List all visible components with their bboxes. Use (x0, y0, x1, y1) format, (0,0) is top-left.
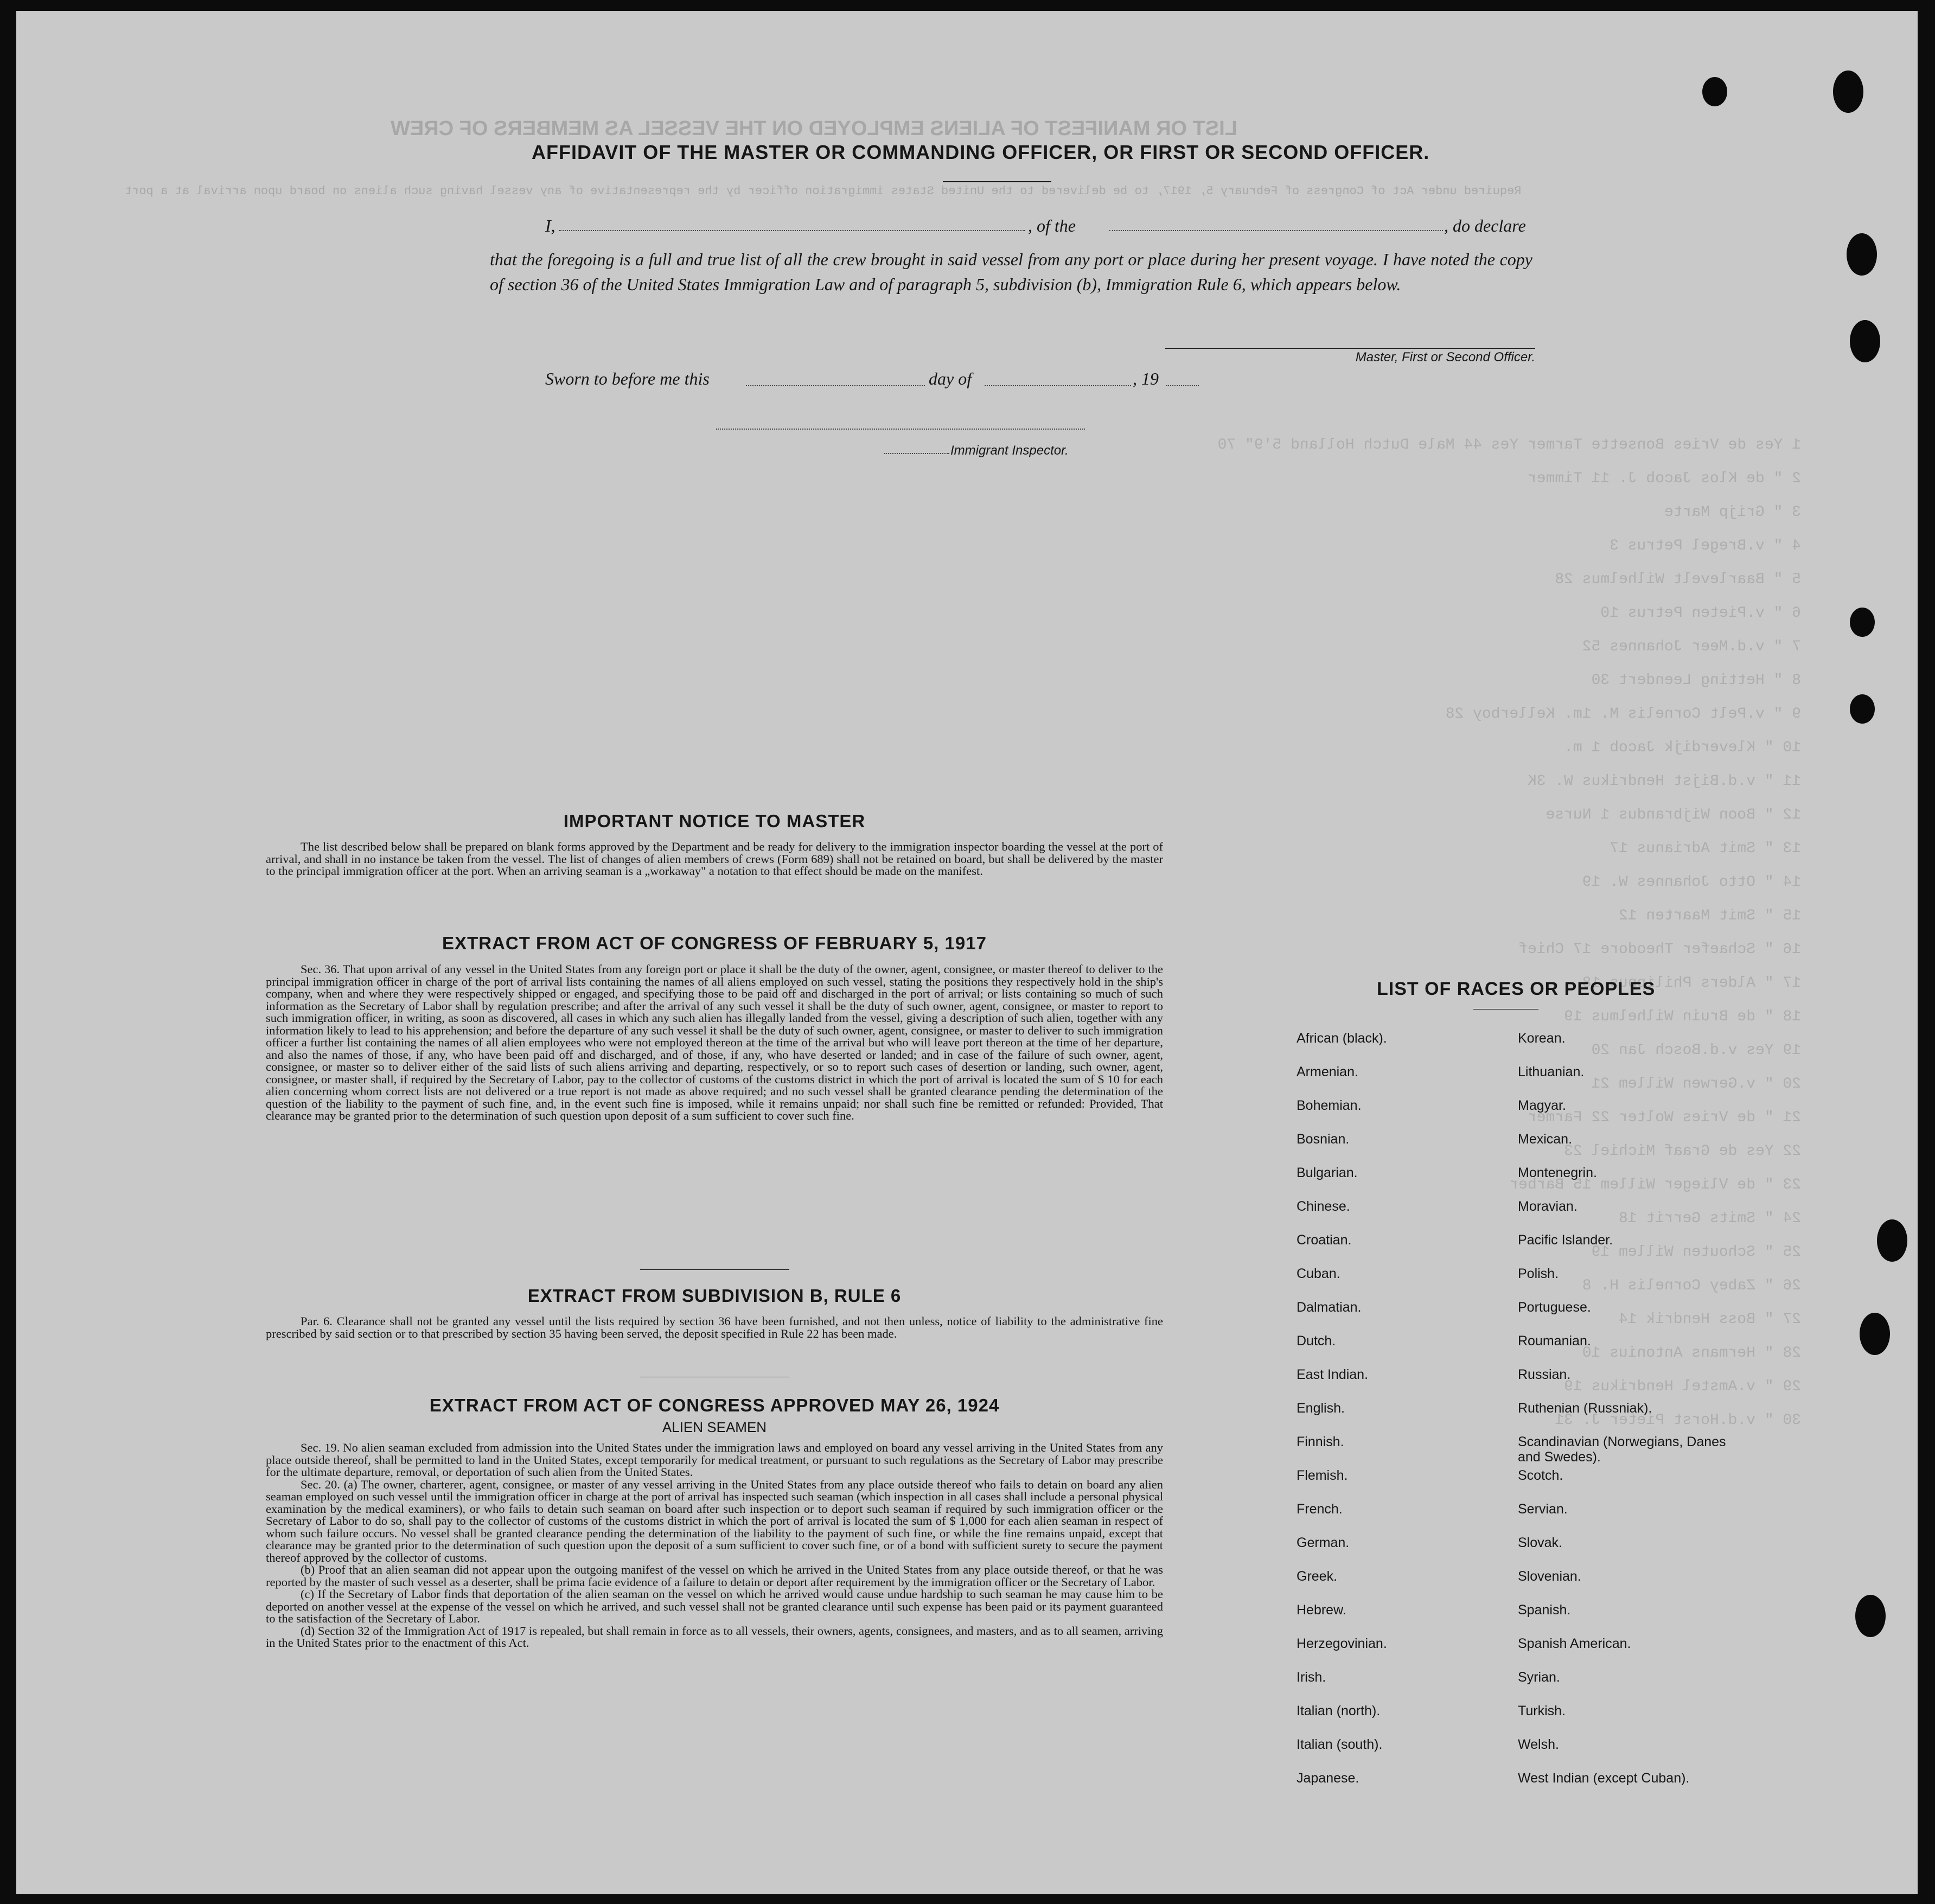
bleed-through-row: 21 " de Vries Wolter 22 Farmer (1527, 1109, 1801, 1126)
race-item: German. (1297, 1535, 1350, 1550)
bleed-through-row: 28 " Hermans Antonius 10 (1582, 1345, 1801, 1362)
race-item: French. (1297, 1502, 1343, 1517)
extract-1924-text (266, 1442, 1163, 1650)
punch-hole (1855, 1595, 1886, 1637)
race-item: Roumanian. (1518, 1333, 1591, 1349)
bleed-through-title: LIST OR MANIFEST OF ALIENS EMPLOYED ON THE VESSEL AS MEMBERS OF CREW (391, 117, 1237, 140)
inspector-signature-field[interactable] (716, 429, 1085, 430)
bleed-through-row: 22 Yes de Graaf Michiel 23 (1564, 1143, 1801, 1160)
race-item: Welsh. (1518, 1737, 1559, 1752)
race-item: Irish. (1297, 1670, 1326, 1685)
race-item: Mexican. (1518, 1132, 1573, 1147)
races-column-1 (1297, 1031, 1387, 1804)
bleed-through-row: 3 " Grijp Marte (1664, 504, 1801, 521)
vessel-field[interactable] (1109, 230, 1443, 231)
race-item: Lithuanian. (1518, 1064, 1585, 1079)
race-item: Dutch. (1297, 1333, 1336, 1349)
punch-hole (1833, 71, 1863, 113)
punch-hole (1702, 77, 1727, 106)
document-page (16, 11, 1918, 1894)
race-item: Polish. (1518, 1266, 1559, 1281)
sworn-date-field[interactable] (746, 385, 925, 386)
race-item: East Indian. (1297, 1367, 1369, 1382)
affidavit-declare-label: , do declare (1444, 216, 1526, 235)
bleed-through-row: 24 " Smits Gerrit 18 (1618, 1210, 1801, 1227)
race-item: Syrian. (1518, 1670, 1560, 1685)
name-field[interactable] (559, 230, 1025, 231)
affidavit-of-the-label: , of the (1028, 216, 1076, 235)
race-item: African (black). (1297, 1031, 1387, 1046)
bleed-through-row: 1 Yes de Vries Bonsette Tarmer Yes 44 Male Dutch Holland 5'9" 70 (1217, 437, 1801, 453)
race-item: Turkish. (1518, 1703, 1566, 1718)
punch-hole (1860, 1313, 1890, 1355)
bleed-through-row: 12 " Boon Wijbrandus 1 Nurse (1546, 807, 1801, 823)
race-item: Ruthenian (Russniak). (1518, 1401, 1652, 1416)
bleed-through-row: 18 " de Bruin Wilhelmus 19 (1564, 1008, 1801, 1025)
race-item: Slovak. (1518, 1535, 1562, 1550)
extract-rule6-heading: EXTRACT FROM SUBDIVISION B, RULE 6 (527, 1286, 902, 1306)
divider (943, 181, 1051, 182)
bleed-through-row: 19 Yes v.d.Bosch Jan 20 (1591, 1042, 1801, 1059)
race-item: Pacific Islander. (1518, 1232, 1613, 1248)
race-item: Moravian. (1518, 1199, 1578, 1214)
race-item: Scotch. (1518, 1468, 1563, 1483)
bleed-through-row: 16 " Schaefer Theodore 17 Chief (1518, 941, 1801, 958)
races-column-2 (1518, 1031, 1735, 1804)
extract-1924-paragraph: Sec. 20. (a) The owner, charterer, agent, consignee, or master of any vessel arriving in the United States from any place outside thereof who fails to detain on board any alien seaman employed on such vessel until the immigration officer in charge at the port of arrival has inspected such seaman (which inspection in all cases shall include a personal physical examination by the medical examiners), or who fails to detain such seaman on board after such inspection or to deport such seaman if required by such immigration officer or the Secretary of Labor to do so, shall pay to the collector of customs of the customs district in which the port of arrival is located the sum of $ 1,000 for each alien seaman in respect of whom such failure occurs. No vessel shall be granted clearance pending the determination of the liability to the payment of such fine, or while the fine remains unpaid, except that clearance may be granted prior to the determination of such question upon the deposit of a sum sufficient to cover such fine, or of a bond with sufficient surety to secure the payment thereof approved by the collector of customs. (266, 1477, 1163, 1564)
bleed-through-row: 11 " v.d.Bijst Hendrikus W. 3K (1527, 773, 1801, 790)
race-item: Croatian. (1297, 1232, 1352, 1248)
bleed-through-row: 14 " Otto Johannes W. 19 (1582, 874, 1801, 891)
affidavit-title: AFFIDAVIT OF THE MASTER OR COMMANDING OFFICER, OR FIRST OR SECOND OFFICER. (532, 141, 1430, 163)
affidavit-i-label: I, (545, 216, 555, 235)
race-item: Hebrew. (1297, 1602, 1346, 1618)
race-item: Italian (north). (1297, 1703, 1381, 1718)
sworn-month-field[interactable] (985, 385, 1131, 386)
affidavit-body: that the foregoing is a full and true list of all the crew brought in said vessel from any port or place during her present voyage. I have noted the copy of section 36 of the United States Immigration Law and of paragraph 5, subdivision (b), Immigration Rule 6, which appears below. (490, 250, 1532, 294)
race-item: Cuban. (1297, 1266, 1340, 1281)
race-item: Bulgarian. (1297, 1165, 1358, 1180)
bleed-through-line: Required under Act of Congress of February 5, 1917, to be delivered to the United States immigration officer by the representative of any vessel having such aliens on board upon arrival at a port (125, 184, 1522, 198)
bleed-through-row: 27 " Boss Hendrik 14 (1618, 1311, 1801, 1328)
bleed-through-row: 7 " v.d.Meer Johannes 52 (1582, 638, 1801, 655)
race-item: Russian. (1518, 1367, 1571, 1382)
bleed-through-row: 25 " Schouten Willem 19 (1591, 1244, 1801, 1261)
bleed-through-row: 20 " v.Gerwen Willem 21 (1591, 1076, 1801, 1092)
extract-1924-subheading: ALIEN SEAMEN (662, 1419, 767, 1435)
bleed-through-row: 5 " Baarlevelt Wilhelmus 28 (1555, 571, 1801, 588)
punch-hole (1850, 320, 1880, 362)
race-item: Chinese. (1297, 1199, 1350, 1214)
extract-1924-paragraph: (b) Proof that an alien seaman did not appear upon the outgoing manifest of the vessel on which he arrived in the United States from any place outside thereof, or that he was reported by the master of such vessel as a deserter, shall be prima facie evidence of a failure to detain or deport after requirement by the immigration officer or the Secretary of Labor. (266, 1563, 1163, 1589)
race-item: Bosnian. (1297, 1132, 1350, 1147)
bleed-through-row: 15 " Smit Maarten 12 (1618, 908, 1801, 924)
notice-text (266, 841, 1163, 878)
race-item: Korean. (1518, 1031, 1566, 1046)
bleed-through-row: 23 " de Vlieger Willem 15 Barber (1509, 1177, 1801, 1193)
race-item: Servian. (1518, 1502, 1568, 1517)
races-heading: LIST OF RACES OR PEOPLES (1377, 979, 1656, 999)
race-item: Japanese. (1297, 1771, 1359, 1786)
notice-paragraph: The list described below shall be prepared on blank forms approved by the Department and be ready for delivery to the immigration inspector boarding the vessel at the port of arrival, and shall in no instance be taken from the vessel. The list of changes of alien members of crews (Form 689) shall not be retained on board, but shall be delivered by the master to the principal immigration officer at the port. When an arriving seaman is a „workaway" a notation to that effect should be made on the manifest. (266, 840, 1163, 878)
divider (640, 1269, 789, 1270)
bleed-through-row: 9 " v.Pelt Cornelis M. 1m. Kellerboy 28 (1445, 706, 1801, 723)
race-item: Spanish. (1518, 1602, 1571, 1618)
extract-1924-paragraph: (c) If the Secretary of Labor finds that deportation of the alien seaman on the vessel on which he arrived would cause undue hardship to such seaman he may cause him to be deported on another vessel at the expense of the vessel on which he arrived, and such vessel shall not be granted clearance until such expense has been paid or its payment guaranteed to the satisfaction of the Secretary of Labor. (266, 1587, 1163, 1625)
extract-1917-heading: EXTRACT FROM ACT OF CONGRESS OF FEBRUARY 5, 1917 (442, 933, 987, 953)
notice-heading: IMPORTANT NOTICE TO MASTER (563, 811, 866, 831)
race-item: Dalmatian. (1297, 1300, 1362, 1315)
bleed-through-row: 17 " Alders Philippus 18 (1582, 975, 1801, 992)
day-of-label: day of (929, 369, 972, 388)
bleed-through-row: 8 " Hetting Leendert 30 (1591, 672, 1801, 689)
extract-1917-paragraph: Sec. 36. That upon arrival of any vessel in the United States from any foreign port or place it shall be the duty of the owner, agent, consignee, or master thereof to deliver to the principal immigration officer in charge of the port of arrival lists containing the names of all aliens employed on such vessel, stating the positions they respectively hold in the ship's company, when and where they were respectively shipped or engaged, and specifying those to be paid off and discharged in the port of arrival; or lists containing so much of such information as the Secretary of Labor shall by regulation prescribe; and after the arrival of any such vessel it shall be the duty of such owner, agent, consignee, or master to report to such immigration officer, in writing, as soon as discovered, all cases in which any such alien has illegally landed from the vessel, giving a description of such alien, together with any information likely to lead to his apprehension; and before the departure of any such vessel it shall be the duty of such owner, agent, consignee, or master to deliver to such immigration officer a further list containing the names of all alien employees who were not employed thereon at the time of the arrival but who will leave port thereon at the time of her departure, and also the names of those, if any, who have been paid off and discharged, and of those, if any, who have deserted or landed; and in case of the failure of such owner, agent, consignee, or master so to deliver either of the said lists of such aliens arriving and departing, respectively, or so to report such cases of desertion or landing, such owner, agent, consignee, or master shall, if required by the Secretary of Labor, pay to the collector of customs of the customs district in which the port of arrival is located the sum of $ 10 for each alien concerning whom correct lists are not delivered or a true report is not made as above required; and no such vessel shall be granted clearance pending the determination of the question of the liability to the payment of such fine, and, in the event such fine is imposed, while it remains unpaid; nor shall such fine be remitted or refunded: Provided, That clearance may be granted prior to the determination of such question upon deposit of a sum sufficient to cover such fine. (266, 962, 1163, 1122)
race-item: Greek. (1297, 1569, 1338, 1584)
inspector-caption: Immigrant Inspector. (950, 443, 1069, 458)
inspector-field[interactable] (884, 453, 949, 454)
bleed-through-row: 2 " de Klos Jacob J. 11 Timmer (1527, 470, 1801, 487)
extract-rule6-paragraph: Par. 6. Clearance shall not be granted any vessel until the lists required by section 36 have been furnished, and not then unless, notice of liability to the administrative fine prescribed by said section or to that prescribed by section 35 having been served, the deposit specified in Rule 22 has been made. (266, 1314, 1163, 1340)
sworn-year-field[interactable] (1166, 385, 1199, 386)
punch-hole (1847, 233, 1877, 276)
signature-caption: Master, First or Second Officer. (1355, 350, 1535, 365)
race-item: Italian (south). (1297, 1737, 1383, 1752)
bleed-through-row: 30 " v.d.Horst Pieter J. 31 (1555, 1412, 1801, 1429)
bleed-through-row: 29 " v.Amstel Hendrikus 19 (1564, 1378, 1801, 1395)
bleed-through-row: 13 " Smit Adrianus 17 (1610, 840, 1801, 857)
race-item: Finnish. (1297, 1434, 1344, 1449)
race-item: Herzegovinian. (1297, 1636, 1387, 1651)
extract-1917-text (266, 963, 1163, 1122)
punch-hole (1850, 608, 1875, 637)
race-item: Magyar. (1518, 1098, 1566, 1113)
year-label: , 19 (1133, 369, 1159, 388)
bleed-through-row: 10 " Kleverdijk Jacob 1 m. (1564, 739, 1801, 756)
bleed-through-row: 6 " v.Pieten Petrus 10 (1600, 605, 1801, 622)
race-item: Spanish American. (1518, 1636, 1631, 1651)
punch-hole (1877, 1219, 1907, 1262)
bleed-through-row: 26 " Zabey Cornelis H. 8 (1582, 1277, 1801, 1294)
extract-1924-paragraph: Sec. 19. No alien seaman excluded from admission into the United States under the immigration laws and employed on board any vessel arriving in the United States from any place outside thereof, shall be permitted to land in the United States, except temporarily for medical treatment, or pursuant to such regulations as the Secretary of Labor may prescribe for the ultimate departure, removal, or deportation of such alien from the United States. (266, 1441, 1163, 1479)
race-item: Armenian. (1297, 1064, 1358, 1079)
race-item: West Indian (except Cuban). (1518, 1771, 1690, 1786)
race-item: Montenegrin. (1518, 1165, 1597, 1180)
race-item: Portuguese. (1518, 1300, 1591, 1315)
signature-line[interactable] (1165, 348, 1535, 349)
race-item: Scandinavian (Norwegians, Danes and Swedes). (1518, 1434, 1726, 1465)
race-item: Slovenian. (1518, 1569, 1581, 1584)
extract-rule6-text (266, 1315, 1163, 1340)
race-item: Bohemian. (1297, 1098, 1362, 1113)
bleed-through-row: 4 " v.Bregel Petrus 3 (1610, 538, 1801, 554)
race-item: English. (1297, 1401, 1345, 1416)
extract-1924-paragraph: (d) Section 32 of the Immigration Act of 1917 is repealed, but shall remain in force as to all vessels, their owners, agents, consignees, and masters, and as to all seamen, arriving in the United States prior to the enactment of this Act. (266, 1624, 1163, 1650)
sworn-label: Sworn to before me this (545, 369, 710, 388)
extract-1924-heading: EXTRACT FROM ACT OF CONGRESS APPROVED MAY 26, 1924 (429, 1395, 1000, 1415)
race-item: Flemish. (1297, 1468, 1348, 1483)
punch-hole (1850, 694, 1875, 724)
